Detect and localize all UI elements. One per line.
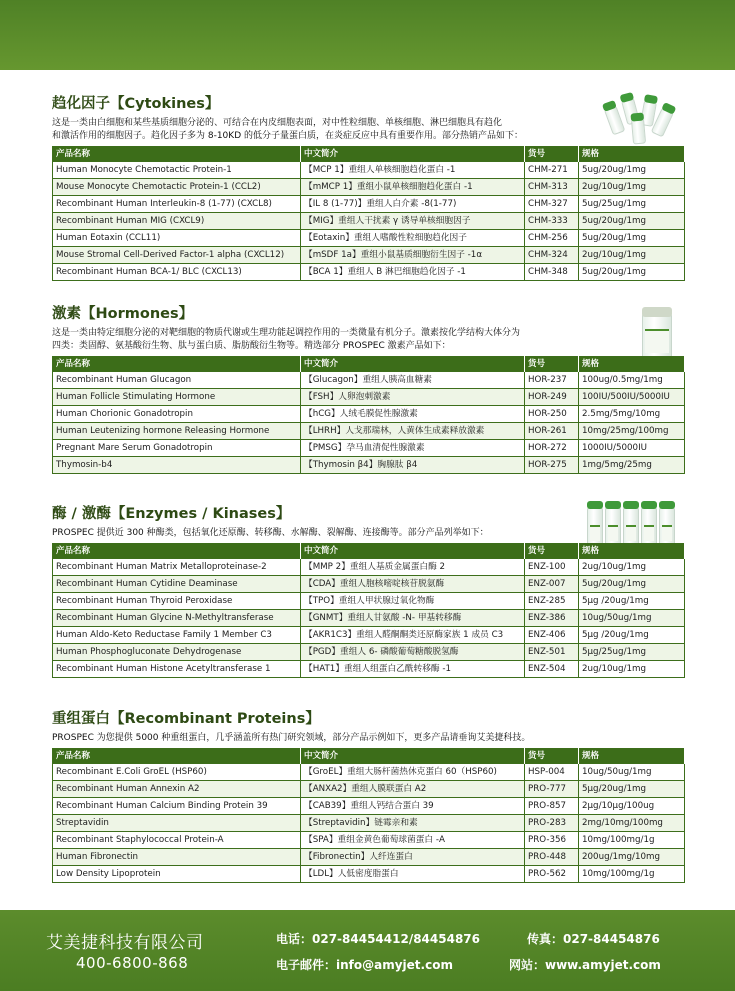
product-name-cell: Human Chorionic Gonadotropin	[53, 406, 301, 423]
column-header: 规格	[579, 147, 685, 162]
chinese-name-cell: 【MMP 2】重组人基质金属蛋白酶 2	[301, 559, 525, 576]
catalog-number-cell: HOR-237	[525, 372, 579, 389]
size-cell: 5ug/20ug/1mg	[579, 576, 685, 593]
section-description: 这是一类由白细胞和某些基质细胞分泌的、可结合在内皮细胞表面，对中性粒细胞、单核细胞、淋巴细胞具有趋化 和激活作用的细胞因子。趋化因子多为 8-10KD 的低分子量蛋白质，在炎症反应中具有重要作用。部分热销产品如下：	[52, 118, 523, 141]
chinese-name-cell: 【Eotaxin】重组人嗜酸性粒细胞趋化因子	[301, 230, 525, 247]
size-cell: 2.5mg/5mg/10mg	[579, 406, 685, 423]
table-row	[53, 593, 685, 610]
catalog-number-cell: ENZ-501	[525, 644, 579, 661]
column-header: 产品名称	[53, 357, 301, 372]
catalog-number-cell: PRO-562	[525, 866, 579, 883]
table-row	[53, 576, 685, 593]
column-header: 产品名称	[53, 749, 301, 764]
product-name-cell: Thymosin-b4	[53, 457, 301, 474]
catalog-number-cell: CHM-271	[525, 162, 579, 179]
product-table	[52, 543, 685, 678]
product-name-cell: Human Fibronectin	[53, 849, 301, 866]
table-row	[53, 661, 685, 678]
product-name-cell: Pregnant Mare Serum Gonadotropin	[53, 440, 301, 457]
product-name-cell: Low Density Lipoprotein	[53, 866, 301, 883]
catalog-number-cell: CHM-324	[525, 247, 579, 264]
table-row	[53, 213, 685, 230]
table-row	[53, 196, 685, 213]
size-cell: 5μg /20ug/1mg	[579, 627, 685, 644]
column-header: 规格	[579, 544, 685, 559]
size-cell: 1000IU/5000IU	[579, 440, 685, 457]
product-name-cell: Human Eotaxin (CCL11)	[53, 230, 301, 247]
section-description: PROSPEC 为您提供 5000 种重组蛋白，几乎涵盖所有热门研究领域，部分产品示例如下，更多产品请垂询艾美捷科技。	[52, 733, 531, 743]
column-header: 中文简介	[301, 147, 525, 162]
size-cell: 100ug/0.5mg/1mg	[579, 372, 685, 389]
chinese-name-cell: 【FSH】人卵泡刺激素	[301, 389, 525, 406]
chinese-name-cell: 【Glucagon】重组人胰高血糖素	[301, 372, 525, 389]
table-row	[53, 866, 685, 883]
catalog-number-cell: PRO-777	[525, 781, 579, 798]
chinese-name-cell: 【mMCP 1】重组小鼠单核细胞趋化蛋白 -1	[301, 179, 525, 196]
catalog-number-cell: ENZ-386	[525, 610, 579, 627]
column-header: 货号	[525, 544, 579, 559]
table-row	[53, 179, 685, 196]
size-cell: 2ug/10ug/1mg	[579, 247, 685, 264]
catalog-number-cell: HOR-249	[525, 389, 579, 406]
company-name: 艾美捷科技有限公司	[46, 933, 204, 953]
table-row	[53, 389, 685, 406]
catalog-number-cell: ENZ-504	[525, 661, 579, 678]
product-name-cell: Streptavidin	[53, 815, 301, 832]
chinese-name-cell: 【LHRH】人戈那瑞林，人黄体生成素释放激素	[301, 423, 525, 440]
fax-number: 传真：027-84454876	[527, 932, 660, 946]
table-header-row	[53, 544, 685, 559]
size-cell: 5ug/20ug/1mg	[579, 264, 685, 281]
product-name-cell: Recombinant Human BCA-1/ BLC (CXCL13)	[53, 264, 301, 281]
chinese-name-cell: 【CAB39】重组人钙结合蛋白 39	[301, 798, 525, 815]
product-name-cell: Mouse Monocyte Chemotactic Protein-1 (CCL2)	[53, 179, 301, 196]
product-name-cell: Recombinant Human Cytidine Deaminase	[53, 576, 301, 593]
column-header: 中文简介	[301, 544, 525, 559]
table-row	[53, 162, 685, 179]
product-name-cell: Recombinant Staphylococcal Protein-A	[53, 832, 301, 849]
table-row	[53, 644, 685, 661]
table-row	[53, 264, 685, 281]
product-name-cell: Recombinant Human Histone Acetyltransferase 1	[53, 661, 301, 678]
website-link[interactable]: 网站：www.amyjet.com	[509, 958, 661, 972]
section-recombinant-proteins	[52, 709, 684, 883]
chinese-name-cell: 【AKR1C3】重组人醛酮酮类还原酶家族 1 成员 C3	[301, 627, 525, 644]
chinese-name-cell: 【LDL】人低密度脂蛋白	[301, 866, 525, 883]
catalog-number-cell: HSP-004	[525, 764, 579, 781]
product-table	[52, 356, 685, 474]
product-name-cell: Human Leutenizing hormone Releasing Hormone	[53, 423, 301, 440]
section-title: 酶 / 激酶【Enzymes / Kinases】	[52, 506, 291, 522]
section-description: PROSPEC 提供近 300 种酶类，包括氧化还原酶、转移酶、水解酶、裂解酶、连接酶等。部分产品列举如下：	[52, 528, 489, 538]
table-row	[53, 832, 685, 849]
column-header: 产品名称	[53, 544, 301, 559]
product-table	[52, 146, 685, 281]
column-header: 产品名称	[53, 147, 301, 162]
chinese-name-cell: 【HAT1】重组人组蛋白乙酰转移酶 -1	[301, 661, 525, 678]
product-name-cell: Human Monocyte Chemotactic Protein-1	[53, 162, 301, 179]
chinese-name-cell: 【BCA 1】重组人 B 淋巴细胞趋化因子 -1	[301, 264, 525, 281]
column-header: 货号	[525, 147, 579, 162]
size-cell: 10mg/100mg/1g	[579, 832, 685, 849]
catalog-number-cell: PRO-283	[525, 815, 579, 832]
chinese-name-cell: 【MIG】重组人干扰素 γ 诱导单核细胞因子	[301, 213, 525, 230]
table-row	[53, 457, 685, 474]
section-description: 这是一类由特定细胞分泌的对靶细胞的物质代谢或生理功能起调控作用的一类微量有机分子。激素按化学结构大体分为 四类：类固醇、氨基酸衍生物、肽与蛋白质、脂肪酸衍生物等。精选部分 PROSPEC 激素产品如下：	[52, 328, 521, 351]
catalog-number-cell: HOR-272	[525, 440, 579, 457]
catalog-number-cell: CHM-333	[525, 213, 579, 230]
size-cell: 10ug/50ug/1mg	[579, 764, 685, 781]
section-title: 激素【Hormones】	[52, 306, 194, 322]
size-cell: 5μg /20ug/1mg	[579, 593, 685, 610]
table-row	[53, 230, 685, 247]
chinese-name-cell: 【mSDF 1a】重组小鼠基质细胞衍生因子 -1α	[301, 247, 525, 264]
size-cell: 2ug/10ug/1mg	[579, 179, 685, 196]
column-header: 货号	[525, 357, 579, 372]
table-row	[53, 247, 685, 264]
section-title: 重组蛋白【Recombinant Proteins】	[52, 711, 320, 727]
catalog-number-cell: ENZ-007	[525, 576, 579, 593]
table-row	[53, 372, 685, 389]
catalog-number-cell: CHM-327	[525, 196, 579, 213]
product-name-cell: Recombinant Human Calcium Binding Protein 39	[53, 798, 301, 815]
table-row	[53, 627, 685, 644]
product-name-cell: Recombinant E.Coli GroEL (HSP60)	[53, 764, 301, 781]
product-name-cell: Human Phosphogluconate Dehydrogenase	[53, 644, 301, 661]
catalog-number-cell: PRO-356	[525, 832, 579, 849]
table-row	[53, 423, 685, 440]
hotline-number: 400-6800-868	[76, 954, 189, 972]
table-header-row	[53, 147, 685, 162]
size-cell: 5ug/20ug/1mg	[579, 213, 685, 230]
product-name-cell: Recombinant Human Thyroid Peroxidase	[53, 593, 301, 610]
section-title: 趋化因子【Cytokines】	[52, 96, 220, 112]
chinese-name-cell: 【Streptavidin】链霉亲和素	[301, 815, 525, 832]
size-cell: 2μg/10μg/100ug	[579, 798, 685, 815]
product-table	[52, 748, 685, 883]
table-header-row	[53, 749, 685, 764]
chinese-name-cell: 【MCP 1】重组人单核细胞趋化蛋白 -1	[301, 162, 525, 179]
section-enzymes	[52, 504, 684, 678]
product-name-cell: Recombinant Human Matrix Metalloproteinase-2	[53, 559, 301, 576]
catalog-number-cell: ENZ-100	[525, 559, 579, 576]
chinese-name-cell: 【ANXA2】重组人膜联蛋白 A2	[301, 781, 525, 798]
chinese-name-cell: 【hCG】人绒毛膜促性腺激素	[301, 406, 525, 423]
catalog-number-cell: CHM-313	[525, 179, 579, 196]
size-cell: 5ug/25ug/1mg	[579, 196, 685, 213]
size-cell: 1mg/5mg/25mg	[579, 457, 685, 474]
chinese-name-cell: 【PGD】重组人 6- 磷酸葡萄糖酸脱氢酶	[301, 644, 525, 661]
product-name-cell: Recombinant Human Glycine N-Methyltransferase	[53, 610, 301, 627]
size-cell: 200ug/1mg/10mg	[579, 849, 685, 866]
size-cell: 5ug/20ug/1mg	[579, 230, 685, 247]
catalog-number-cell: HOR-261	[525, 423, 579, 440]
chinese-name-cell: 【TPO】重组人甲状腺过氧化物酶	[301, 593, 525, 610]
table-row	[53, 440, 685, 457]
product-name-cell: Human Follicle Stimulating Hormone	[53, 389, 301, 406]
catalog-number-cell: CHM-348	[525, 264, 579, 281]
size-cell: 100IU/500IU/5000IU	[579, 389, 685, 406]
table-row	[53, 849, 685, 866]
table-row	[53, 559, 685, 576]
table-row	[53, 815, 685, 832]
catalog-number-cell: CHM-256	[525, 230, 579, 247]
table-row	[53, 781, 685, 798]
section-cytokines	[52, 94, 684, 281]
size-cell: 10mg/100mg/1g	[579, 866, 685, 883]
column-header: 货号	[525, 749, 579, 764]
catalog-number-cell: HOR-275	[525, 457, 579, 474]
catalog-number-cell: ENZ-285	[525, 593, 579, 610]
size-cell: 5ug/20ug/1mg	[579, 162, 685, 179]
chinese-name-cell: 【GroEL】重组大肠杆菌热休克蛋白 60（HSP60)	[301, 764, 525, 781]
catalog-number-cell: HOR-250	[525, 406, 579, 423]
size-cell: 5μg/25ug/1mg	[579, 644, 685, 661]
catalog-number-cell: PRO-448	[525, 849, 579, 866]
column-header: 中文简介	[301, 357, 525, 372]
chinese-name-cell: 【IL 8 (1-77)】重组人白介素 -8(1-77)	[301, 196, 525, 213]
size-cell: 2mg/10mg/100mg	[579, 815, 685, 832]
product-name-cell: Recombinant Human Glucagon	[53, 372, 301, 389]
product-name-cell: Human Aldo-Keto Reductase Family 1 Member C3	[53, 627, 301, 644]
section-hormones	[52, 304, 684, 474]
table-row	[53, 610, 685, 627]
size-cell: 5μg/20ug/1mg	[579, 781, 685, 798]
footer	[0, 910, 735, 991]
size-cell: 2ug/10ug/1mg	[579, 661, 685, 678]
chinese-name-cell: 【SPA】重组金黄色葡萄球菌蛋白 -A	[301, 832, 525, 849]
column-header: 中文简介	[301, 749, 525, 764]
product-name-cell: Recombinant Human Annexin A2	[53, 781, 301, 798]
size-cell: 10ug/50ug/1mg	[579, 610, 685, 627]
column-header: 规格	[579, 357, 685, 372]
chinese-name-cell: 【CDA】重组人胞核嘧啶核苷脱氨酶	[301, 576, 525, 593]
phone-number: 电话：027-84454412/84454876	[276, 932, 481, 946]
table-row	[53, 406, 685, 423]
product-name-cell: Mouse Stromal Cell-Derived Factor-1 alpha (CXCL12)	[53, 247, 301, 264]
column-header: 规格	[579, 749, 685, 764]
table-header-row	[53, 357, 685, 372]
table-row	[53, 764, 685, 781]
size-cell: 10mg/25mg/100mg	[579, 423, 685, 440]
chinese-name-cell: 【PMSG】孕马血清促性腺激素	[301, 440, 525, 457]
chinese-name-cell: 【GNMT】重组人甘氨酸 -N- 甲基转移酶	[301, 610, 525, 627]
size-cell: 2ug/10ug/1mg	[579, 559, 685, 576]
product-name-cell: Recombinant Human Interleukin-8 (1-77) (CXCL8)	[53, 196, 301, 213]
top-banner	[0, 0, 735, 70]
table-row	[53, 798, 685, 815]
chinese-name-cell: 【Thymosin β4】胸腺肽 β4	[301, 457, 525, 474]
catalog-number-cell: PRO-857	[525, 798, 579, 815]
chinese-name-cell: 【Fibronectin】人纤连蛋白	[301, 849, 525, 866]
product-name-cell: Recombinant Human MIG (CXCL9)	[53, 213, 301, 230]
email-address[interactable]: 电子邮件：info@amyjet.com	[276, 958, 453, 972]
catalog-number-cell: ENZ-406	[525, 627, 579, 644]
